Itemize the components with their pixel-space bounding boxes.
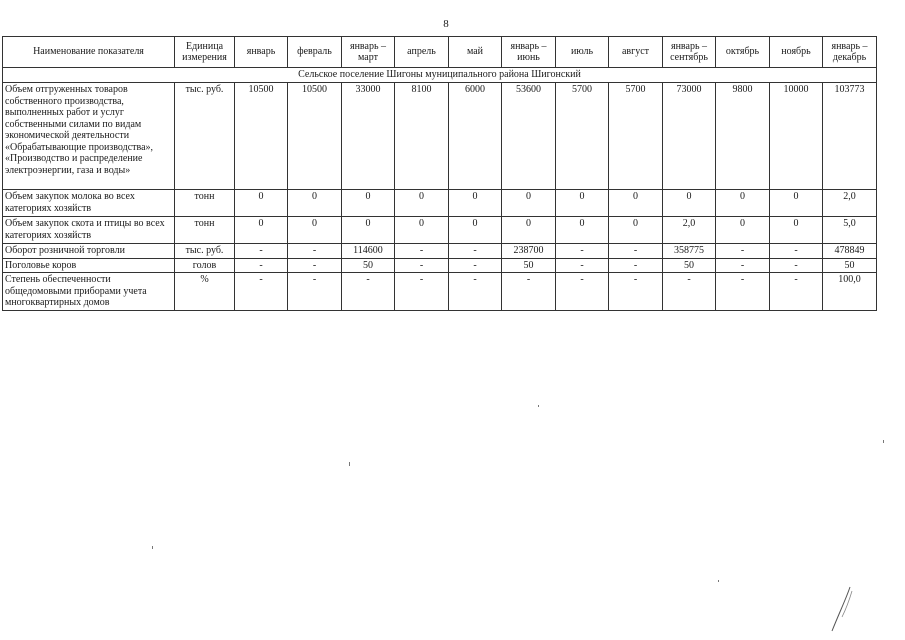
row-value: - — [395, 244, 449, 259]
row-indicator-name: Объем отгруженных товаров собственного производства, выполненных работ и услуг собственными силами по видам экономической деятельности «Обрабатывающие производства», «Производство и распределение электроэнергии, газа и воды» — [3, 83, 175, 190]
row-value: 50 — [342, 258, 395, 273]
row-value: 0 — [395, 217, 449, 244]
row-value: - — [609, 258, 663, 273]
section-row — [3, 68, 877, 83]
row-value: - — [770, 258, 823, 273]
scan-speck — [883, 440, 884, 443]
header-period: октябрь — [716, 37, 770, 68]
row-unit: голов — [175, 258, 235, 273]
row-value: 0 — [663, 190, 716, 217]
row-value: 0 — [235, 217, 288, 244]
row-value: 100,0 — [823, 273, 877, 311]
row-value: 6000 — [449, 83, 502, 190]
table-row — [3, 190, 877, 217]
header-period: февраль — [288, 37, 342, 68]
row-indicator-name: Степень обеспеченности общедомовыми приборами учета многоквартирных домов — [3, 273, 175, 311]
row-value: - — [342, 273, 395, 311]
row-value: - — [235, 273, 288, 311]
header-period: январь – сентябрь — [663, 37, 716, 68]
header-period: январь – июнь — [502, 37, 556, 68]
row-value: 114600 — [342, 244, 395, 259]
row-value: 103773 — [823, 83, 877, 190]
row-value: - — [449, 258, 502, 273]
row-value: - — [556, 244, 609, 259]
row-value: 0 — [342, 190, 395, 217]
row-value: 9800 — [716, 83, 770, 190]
header-period: январь – декабрь — [823, 37, 877, 68]
row-value: 0 — [502, 190, 556, 217]
row-value: - — [449, 273, 502, 311]
row-value: - — [395, 258, 449, 273]
row-value: - — [288, 258, 342, 273]
row-value: - — [609, 273, 663, 311]
row-value: 10500 — [288, 83, 342, 190]
row-value: - — [609, 244, 663, 259]
row-value: - — [235, 258, 288, 273]
row-value: 478849 — [823, 244, 877, 259]
header-period: май — [449, 37, 502, 68]
row-value: 0 — [609, 190, 663, 217]
indicators-table — [2, 36, 877, 311]
row-value: - — [556, 258, 609, 273]
header-unit: Единица измерения — [175, 37, 235, 68]
row-value: 0 — [395, 190, 449, 217]
row-value: - — [235, 244, 288, 259]
table-row — [3, 217, 877, 244]
header-row — [3, 37, 877, 68]
row-value: - — [556, 273, 609, 311]
header-period: август — [609, 37, 663, 68]
table-row — [3, 244, 877, 259]
header-period: январь – март — [342, 37, 395, 68]
row-value: - — [288, 273, 342, 311]
row-value: 0 — [342, 217, 395, 244]
row-value: - — [288, 244, 342, 259]
row-value: 5700 — [556, 83, 609, 190]
row-value: 0 — [288, 190, 342, 217]
scan-speck — [152, 546, 153, 549]
row-value: 0 — [770, 190, 823, 217]
header-period: ноябрь — [770, 37, 823, 68]
row-value: 50 — [663, 258, 716, 273]
row-unit: тонн — [175, 190, 235, 217]
row-value: 73000 — [663, 83, 716, 190]
scan-speck — [538, 405, 539, 407]
row-value: 8100 — [395, 83, 449, 190]
row-indicator-name: Объем закупок скота и птицы во всех категориях хозяйств — [3, 217, 175, 244]
table-row — [3, 273, 877, 311]
row-value: 50 — [823, 258, 877, 273]
row-unit: тыс. руб. — [175, 83, 235, 190]
row-value: 0 — [609, 217, 663, 244]
row-value: 0 — [716, 190, 770, 217]
row-indicator-name: Поголовье коров — [3, 258, 175, 273]
row-value: - — [770, 273, 823, 311]
row-value: 0 — [288, 217, 342, 244]
row-value: 5,0 — [823, 217, 877, 244]
row-value: 0 — [502, 217, 556, 244]
section-title: Сельское поселение Шигоны муниципального района Шигонский — [3, 68, 877, 83]
row-value: 358775 — [663, 244, 716, 259]
row-value: 0 — [770, 217, 823, 244]
row-unit: % — [175, 273, 235, 311]
header-period: январь — [235, 37, 288, 68]
row-value: 2,0 — [663, 217, 716, 244]
table-row — [3, 83, 877, 190]
row-value: 0 — [449, 190, 502, 217]
row-value: - — [716, 244, 770, 259]
header-period: июль — [556, 37, 609, 68]
row-unit: тыс. руб. — [175, 244, 235, 259]
row-value: 10500 — [235, 83, 288, 190]
row-value: 0 — [235, 190, 288, 217]
row-value: 50 — [502, 258, 556, 273]
row-value: - — [663, 273, 716, 311]
row-value: 33000 — [342, 83, 395, 190]
row-unit: тонн — [175, 217, 235, 244]
row-value: 2,0 — [823, 190, 877, 217]
row-value: 10000 — [770, 83, 823, 190]
page-number: 8 — [443, 18, 449, 30]
row-value: 0 — [449, 217, 502, 244]
row-value: - — [716, 273, 770, 311]
header-indicator: Наименование показателя — [3, 37, 175, 68]
row-value: - — [770, 244, 823, 259]
row-value: 0 — [556, 190, 609, 217]
row-indicator-name: Объем закупок молока во всех категориях хозяйств — [3, 190, 175, 217]
row-value: 0 — [556, 217, 609, 244]
scan-speck — [349, 462, 350, 466]
row-value: - — [502, 273, 556, 311]
table-row — [3, 258, 877, 273]
row-value: 5700 — [609, 83, 663, 190]
row-value: 53600 — [502, 83, 556, 190]
row-value: 238700 — [502, 244, 556, 259]
row-value: - — [449, 244, 502, 259]
header-period: апрель — [395, 37, 449, 68]
row-indicator-name: Оборот розничной торговли — [3, 244, 175, 259]
row-value: - — [395, 273, 449, 311]
row-value: - — [716, 258, 770, 273]
pen-stroke-mark — [826, 585, 856, 635]
scan-speck — [718, 580, 719, 582]
row-value: 0 — [716, 217, 770, 244]
